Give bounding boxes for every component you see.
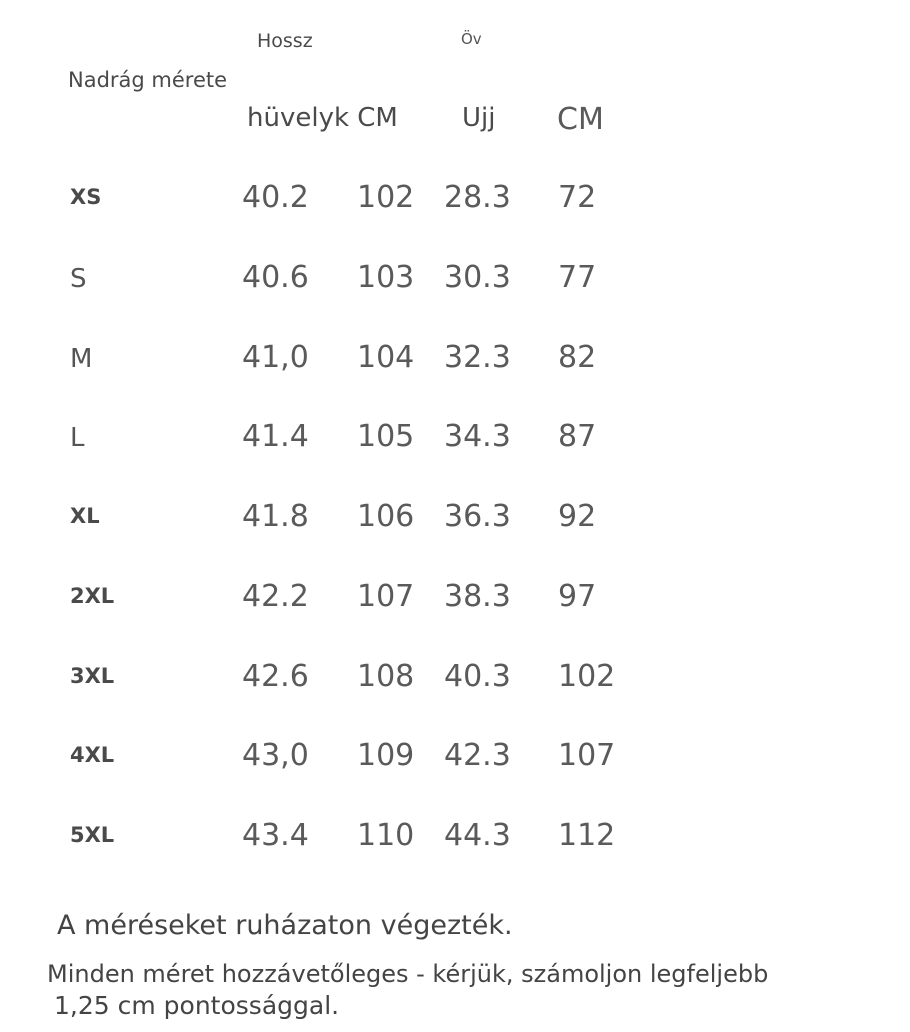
size-cell: 5XL [70, 823, 115, 847]
size-cell: XL [70, 504, 100, 528]
size-cell: 4XL [70, 743, 115, 767]
waist-cm-header: CM [557, 102, 604, 137]
length-cm-cell: 107 [357, 579, 415, 614]
length-inch-cell: 43,0 [242, 738, 309, 773]
length-inch-cell: 41.4 [242, 419, 309, 454]
waist-header: Öv [461, 30, 482, 48]
size-cell: XS [70, 185, 102, 209]
waist-cm-cell: 112 [558, 818, 616, 853]
length-cm-cell: 109 [357, 738, 415, 773]
waist-cm-cell: 77 [558, 260, 597, 295]
length-cm-cell: 106 [357, 499, 415, 534]
size-cell: M [70, 344, 93, 374]
accuracy-note-continued: 1,25 cm pontossággal. [54, 991, 340, 1020]
waist-cm-cell: 97 [558, 579, 597, 614]
length-cm-cell: 103 [357, 260, 415, 295]
size-cell: 3XL [70, 664, 115, 688]
length-cm-cell: 104 [357, 340, 415, 375]
length-cm-cell: 110 [357, 818, 415, 853]
waist-cm-cell: 87 [558, 419, 597, 454]
length-inch-cell: 40.2 [242, 180, 309, 215]
length-inch-cell: 42.6 [242, 659, 309, 694]
waist-cm-cell: 72 [558, 180, 597, 215]
waist-cm-cell: 92 [558, 499, 597, 534]
waist-inch-cell: 38.3 [444, 579, 511, 614]
length-inch-cell: 41.8 [242, 499, 309, 534]
waist-inch-cell: 40.3 [444, 659, 511, 694]
waist-cm-cell: 107 [558, 738, 616, 773]
waist-inch-cell: 32.3 [444, 340, 511, 375]
waist-inch-cell: 30.3 [444, 260, 511, 295]
measurement-note: A méréseket ruházaton végezték. [57, 910, 513, 941]
length-inch-cell: 41,0 [242, 340, 309, 375]
waist-cm-cell: 82 [558, 340, 597, 375]
length-cm-cell: 105 [357, 419, 415, 454]
waist-inch-cell: 36.3 [444, 499, 511, 534]
size-cell: 2XL [70, 584, 115, 608]
size-cell: S [70, 264, 87, 294]
length-header: Hossz [257, 30, 313, 52]
length-inch-cell: 43.4 [242, 818, 309, 853]
accuracy-note: Minden méret hozzávetőleges - kérjük, számoljon legfeljebb [47, 960, 769, 988]
length-unit-header: hüvelyk CM [247, 103, 398, 133]
size-header: Nadrág mérete [68, 68, 228, 92]
length-cm-cell: 102 [357, 180, 415, 215]
length-inch-cell: 40.6 [242, 260, 309, 295]
waist-inch-cell: 28.3 [444, 180, 511, 215]
waist-inch-cell: 34.3 [444, 419, 511, 454]
waist-inch-header: Ujj [462, 103, 496, 133]
waist-inch-cell: 42.3 [444, 738, 511, 773]
waist-inch-cell: 44.3 [444, 818, 511, 853]
waist-cm-cell: 102 [558, 659, 616, 694]
length-cm-cell: 108 [357, 659, 415, 694]
length-inch-cell: 42.2 [242, 579, 309, 614]
size-cell: L [70, 423, 85, 453]
